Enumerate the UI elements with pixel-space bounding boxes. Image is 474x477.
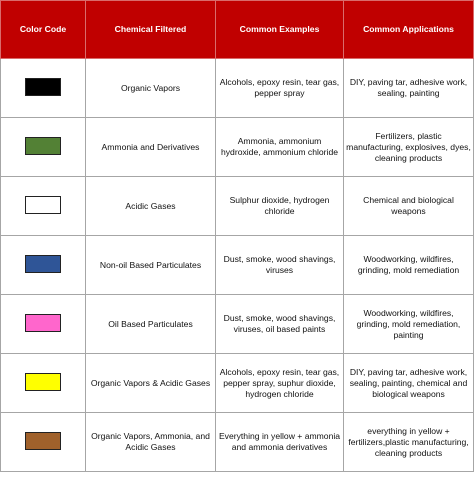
applications-cell: DIY, paving tar, adhesive work, sealing, painting [344,59,474,118]
applications-cell: Woodworking, wildfires, grinding, mold remediation, painting [344,295,474,354]
applications-cell: Woodworking, wildfires, grinding, mold remediation [344,236,474,295]
color-cell [1,413,86,472]
header-common-applications: Common Applications [344,1,474,59]
table-row [1,118,474,177]
color-cell [1,295,86,354]
color-swatch [25,432,61,450]
table-row [1,236,474,295]
color-swatch [25,314,61,332]
applications-cell: everything in yellow + fertilizers,plastic manufacturing, cleaning products [344,413,474,472]
examples-cell: Ammonia, ammonium hydroxide, ammonium chloride [216,118,344,177]
color-swatch [25,255,61,273]
color-cell [1,59,86,118]
color-swatch [25,137,61,155]
color-swatch [25,196,61,214]
applications-cell: Chemical and biological weapons [344,177,474,236]
examples-cell: Alcohols, epoxy resin, tear gas, pepper spray, suphur dioxide, hydrogen chloride [216,354,344,413]
chemical-cell: Oil Based Particulates [86,295,216,354]
color-cell [1,118,86,177]
chemical-cell: Organic Vapors [86,59,216,118]
header-common-examples: Common Examples [216,1,344,59]
chemical-cell: Acidic Gases [86,177,216,236]
table-row [1,177,474,236]
examples-cell: Dust, smoke, wood shavings, viruses [216,236,344,295]
examples-cell: Alcohols, epoxy resin, tear gas, pepper spray [216,59,344,118]
color-cell [1,354,86,413]
header-color-code: Color Code [1,1,86,59]
applications-cell: Fertilizers, plastic manufacturing, explosives, dyes, cleaning products [344,118,474,177]
color-cell [1,177,86,236]
color-swatch [25,373,61,391]
examples-cell: Dust, smoke, wood shavings, viruses, oil based paints [216,295,344,354]
table-row [1,413,474,472]
header-chemical-filtered: Chemical Filtered [86,1,216,59]
header-row [1,1,474,59]
examples-cell: Everything in yellow + ammonia and ammonia derivatives [216,413,344,472]
chemical-cell: Organic Vapors & Acidic Gases [86,354,216,413]
chemical-cell: Non-oil Based Particulates [86,236,216,295]
applications-cell: DIY, paving tar, adhesive work, sealing, painting, chemical and biological weapons [344,354,474,413]
table-row [1,295,474,354]
table-row [1,59,474,118]
chemical-cell: Organic Vapors, Ammonia, and Acidic Gases [86,413,216,472]
examples-cell: Sulphur dioxide, hydrogen chloride [216,177,344,236]
color-cell [1,236,86,295]
table-row [1,354,474,413]
chemical-cell: Ammonia and Derivatives [86,118,216,177]
color-swatch [25,78,61,96]
